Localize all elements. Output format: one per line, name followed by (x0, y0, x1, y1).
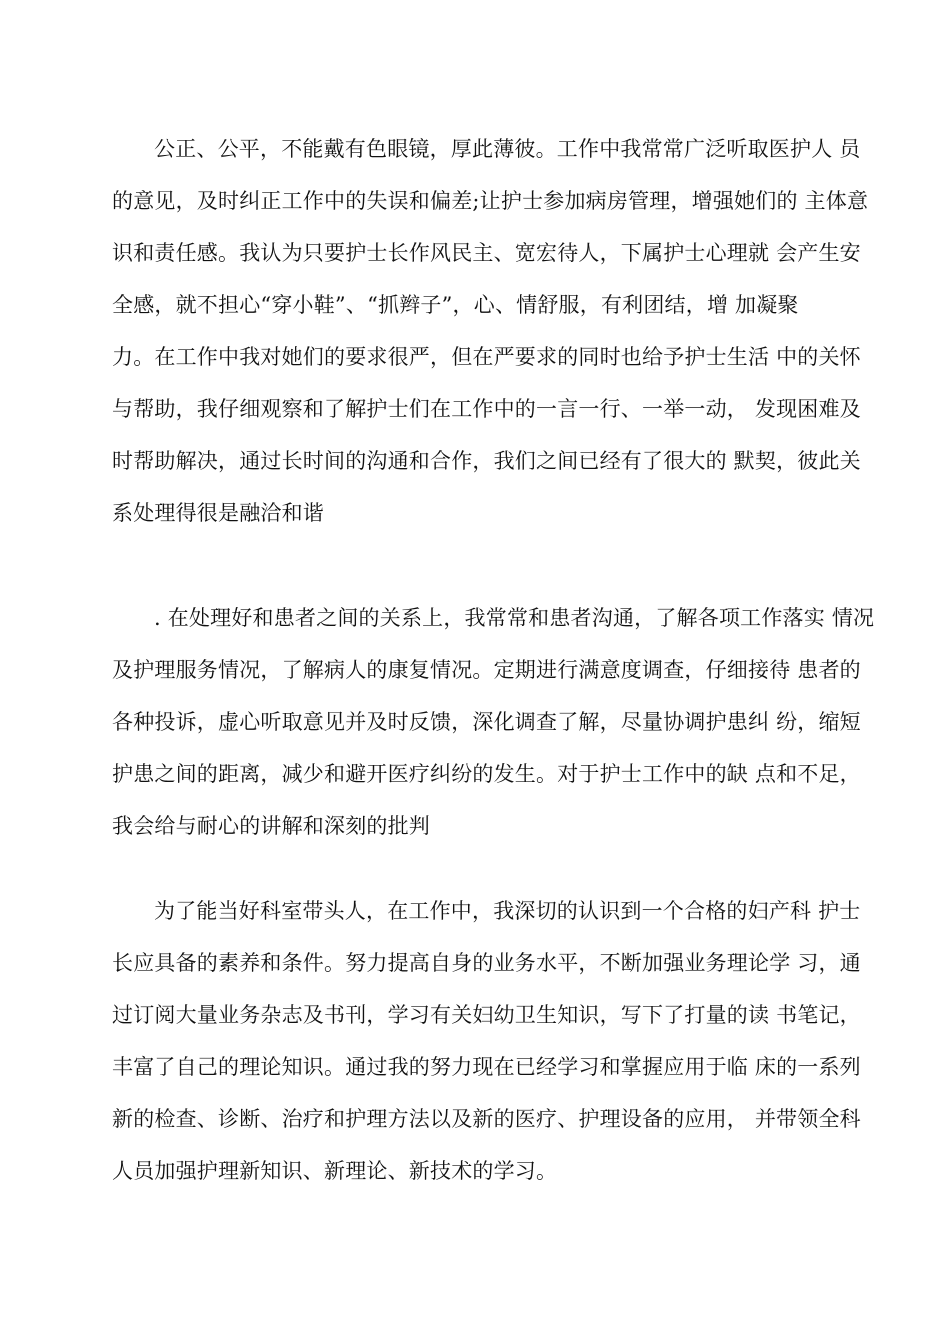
text-line: 公正、公平，不能戴有色眼镜，厚此薄彼。工作中我常常广泛听取医护人 员 (154, 137, 861, 161)
text-line: 识和责任感。我认为只要护士长作风民主、宽宏待人，下属护士心理就 会产生安 (112, 241, 861, 265)
text-line: 系处理得很是融洽和谐 (112, 501, 324, 525)
text-line: 的意见，及时纠正工作中的失误和偏差;让护士参加病房管理，增强她们的 主体意 (112, 189, 869, 213)
text-line: 我会给与耐心的讲解和深刻的批判 (112, 814, 430, 838)
text-line: 过订阅大量业务杂志及书刊，学习有关妇幼卫生知识，写下了打量的读 书笔记， (112, 1003, 861, 1027)
text-line: 各种投诉，虚心听取意见并及时反馈，深化调查了解，尽量协调护患纠 纷，缩短 (112, 710, 861, 734)
text-line: 新的检查、诊断、治疗和护理方法以及新的医疗、护理设备的应用， 并带领全科 (112, 1107, 861, 1131)
paragraph-2 (112, 592, 875, 852)
text-line: 及护理服务情况，了解病人的康复情况。定期进行满意度调查，仔细接待 患者的 (112, 658, 861, 682)
paragraph-3 (112, 885, 861, 1197)
text-line: 时帮助解决，通过长时间的沟通和合作，我们之间已经有了很大的 默契，彼此关 (112, 449, 861, 473)
text-line: 长应具备的素养和条件。努力提高自身的业务水平，不断加强业务理论学 习，通 (112, 951, 861, 975)
text-line: 人员加强护理新知识、新理论、新技术的学习。 (112, 1159, 558, 1183)
text-line: 全感，就不担心“穿小鞋”、“抓辫子”，心、情舒服，有利团结，增 加凝聚 (112, 293, 799, 317)
text-line: 丰富了自己的理论知识。通过我的努力现在已经学习和掌握应用于临 床的一系列 (112, 1055, 861, 1079)
text-line: 力。在工作中我对她们的要求很严，但在严要求的同时也给予护士生活 中的关怀 (112, 345, 861, 369)
text-line: 与帮助，我仔细观察和了解护士们在工作中的一言一行、一举一动， 发现困难及 (112, 397, 861, 421)
text-line: 为了能当好科室带头人，在工作中，我深切的认识到一个合格的妇产科 护士 (154, 899, 861, 923)
text-line: . 在处理好和患者之间的关系上，我常常和患者沟通，了解各项工作落实 情况 (154, 606, 875, 630)
paragraph-1 (112, 123, 869, 539)
text-line: 护患之间的距离，减少和避开医疗纠纷的发生。对于护士工作中的缺 点和不足， (112, 762, 861, 786)
